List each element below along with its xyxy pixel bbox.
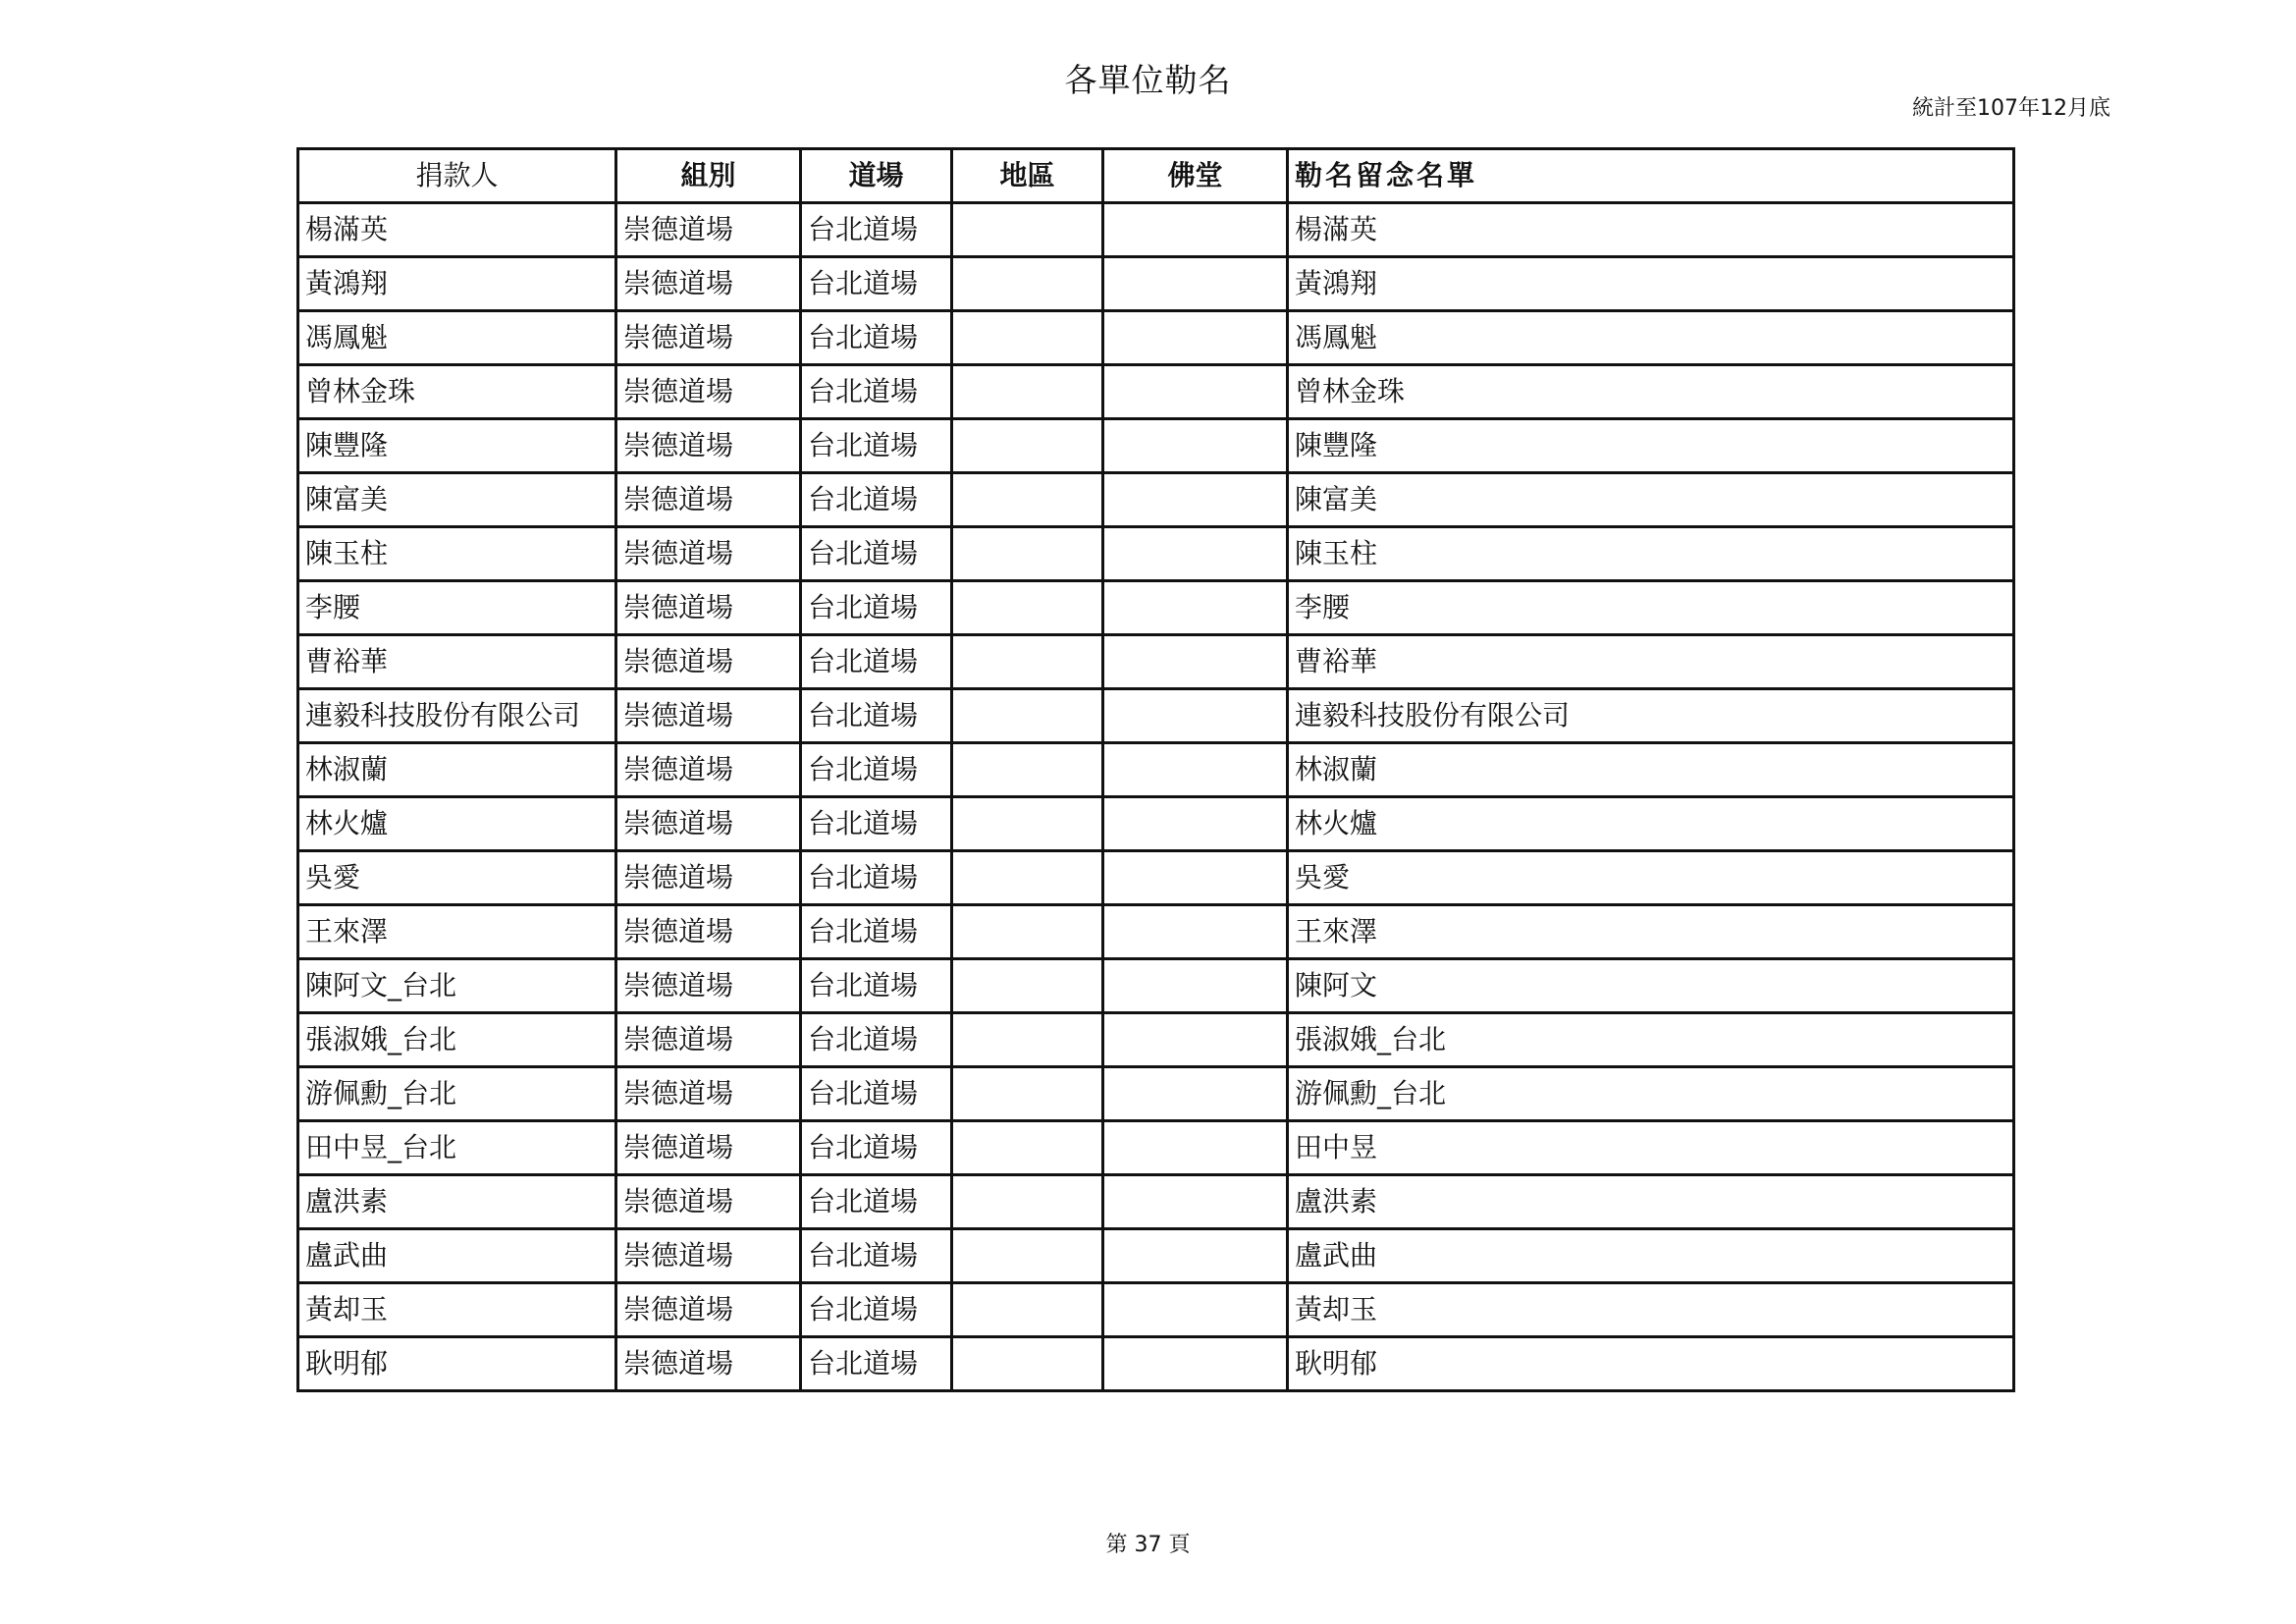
cell-memorial: 林火爐 <box>1288 797 2014 851</box>
cell-region <box>952 1337 1103 1391</box>
cell-region <box>952 257 1103 311</box>
cell-group: 崇德道場 <box>616 905 801 959</box>
cell-hall <box>1103 1175 1288 1229</box>
cell-region <box>952 1175 1103 1229</box>
header-group: 組別 <box>616 149 801 203</box>
cell-hall <box>1103 1013 1288 1067</box>
cell-donor: 吳愛 <box>298 851 616 905</box>
cell-temple: 台北道場 <box>801 797 952 851</box>
table-header-row <box>298 149 2014 203</box>
cell-donor: 陳阿文_台北 <box>298 959 616 1013</box>
cell-region <box>952 203 1103 257</box>
cell-hall <box>1103 851 1288 905</box>
cell-temple: 台北道場 <box>801 1175 952 1229</box>
page-title: 各單位勒名 <box>1064 61 1232 99</box>
cell-donor: 盧武曲 <box>298 1229 616 1283</box>
cell-hall <box>1103 311 1288 365</box>
table-row <box>298 257 2014 311</box>
cell-temple: 台北道場 <box>801 1337 952 1391</box>
cell-memorial: 黃鴻翔 <box>1288 257 2014 311</box>
cell-donor: 陳玉柱 <box>298 527 616 581</box>
cell-group: 崇德道場 <box>616 419 801 473</box>
cell-memorial: 楊滿英 <box>1288 203 2014 257</box>
cell-hall <box>1103 635 1288 689</box>
cell-group: 崇德道場 <box>616 311 801 365</box>
cell-temple: 台北道場 <box>801 203 952 257</box>
cell-temple: 台北道場 <box>801 419 952 473</box>
cell-donor: 田中昱_台北 <box>298 1121 616 1175</box>
cell-hall <box>1103 1121 1288 1175</box>
cell-hall <box>1103 905 1288 959</box>
table-row <box>298 905 2014 959</box>
cell-donor: 游佩勳_台北 <box>298 1067 616 1121</box>
table-row <box>298 311 2014 365</box>
cell-region <box>952 419 1103 473</box>
cell-memorial: 盧洪素 <box>1288 1175 2014 1229</box>
cell-donor: 盧洪素 <box>298 1175 616 1229</box>
cell-donor: 黃鴻翔 <box>298 257 616 311</box>
cell-donor: 黃却玉 <box>298 1283 616 1337</box>
cell-temple: 台北道場 <box>801 635 952 689</box>
cell-temple: 台北道場 <box>801 851 952 905</box>
cell-temple: 台北道場 <box>801 743 952 797</box>
table-row <box>298 743 2014 797</box>
cell-hall <box>1103 1337 1288 1391</box>
cell-group: 崇德道場 <box>616 743 801 797</box>
cell-group: 崇德道場 <box>616 581 801 635</box>
cell-hall <box>1103 203 1288 257</box>
cell-hall <box>1103 689 1288 743</box>
cell-group: 崇德道場 <box>616 1229 801 1283</box>
table-row <box>298 797 2014 851</box>
table-row <box>298 689 2014 743</box>
cell-temple: 台北道場 <box>801 1229 952 1283</box>
cell-donor: 曾林金珠 <box>298 365 616 419</box>
table-row <box>298 1013 2014 1067</box>
cell-hall <box>1103 1283 1288 1337</box>
cell-memorial: 林淑蘭 <box>1288 743 2014 797</box>
cell-donor: 連毅科技股份有限公司 <box>298 689 616 743</box>
cell-group: 崇德道場 <box>616 1067 801 1121</box>
cell-temple: 台北道場 <box>801 581 952 635</box>
cell-hall <box>1103 581 1288 635</box>
cell-group: 崇德道場 <box>616 473 801 527</box>
header-memorial: 勒名留念名單 <box>1288 149 2014 203</box>
cell-hall <box>1103 419 1288 473</box>
table-row <box>298 1175 2014 1229</box>
table-row <box>298 851 2014 905</box>
cell-memorial: 吳愛 <box>1288 851 2014 905</box>
cell-group: 崇德道場 <box>616 257 801 311</box>
cell-region <box>952 851 1103 905</box>
cell-donor: 耿明郁 <box>298 1337 616 1391</box>
cell-group: 崇德道場 <box>616 1283 801 1337</box>
header-temple: 道場 <box>801 149 952 203</box>
cell-group: 崇德道場 <box>616 851 801 905</box>
cell-group: 崇德道場 <box>616 203 801 257</box>
cell-region <box>952 1283 1103 1337</box>
cell-group: 崇德道場 <box>616 365 801 419</box>
cell-group: 崇德道場 <box>616 1175 801 1229</box>
header-region: 地區 <box>952 149 1103 203</box>
cell-group: 崇德道場 <box>616 1337 801 1391</box>
cell-region <box>952 311 1103 365</box>
cell-temple: 台北道場 <box>801 689 952 743</box>
cell-memorial: 陳阿文 <box>1288 959 2014 1013</box>
cell-temple: 台北道場 <box>801 1067 952 1121</box>
cell-group: 崇德道場 <box>616 527 801 581</box>
cell-hall <box>1103 365 1288 419</box>
cell-hall <box>1103 1067 1288 1121</box>
cell-temple: 台北道場 <box>801 311 952 365</box>
cell-donor: 林淑蘭 <box>298 743 616 797</box>
cell-temple: 台北道場 <box>801 905 952 959</box>
cell-hall <box>1103 743 1288 797</box>
cell-region <box>952 959 1103 1013</box>
table-row <box>298 419 2014 473</box>
cell-region <box>952 1013 1103 1067</box>
cell-region <box>952 905 1103 959</box>
table-row <box>298 635 2014 689</box>
cell-donor: 陳豐隆 <box>298 419 616 473</box>
table-row <box>298 1337 2014 1391</box>
cell-region <box>952 581 1103 635</box>
cell-temple: 台北道場 <box>801 473 952 527</box>
table-row <box>298 365 2014 419</box>
table-row <box>298 1067 2014 1121</box>
cell-donor: 林火爐 <box>298 797 616 851</box>
cell-temple: 台北道場 <box>801 959 952 1013</box>
cell-memorial: 張淑娥_台北 <box>1288 1013 2014 1067</box>
cell-group: 崇德道場 <box>616 1013 801 1067</box>
cell-region <box>952 797 1103 851</box>
cell-region <box>952 1067 1103 1121</box>
cell-region <box>952 1229 1103 1283</box>
cell-temple: 台北道場 <box>801 1283 952 1337</box>
cell-group: 崇德道場 <box>616 689 801 743</box>
cell-donor: 楊滿英 <box>298 203 616 257</box>
cell-group: 崇德道場 <box>616 635 801 689</box>
cell-memorial: 陳玉柱 <box>1288 527 2014 581</box>
cell-memorial: 陳富美 <box>1288 473 2014 527</box>
table-row <box>298 473 2014 527</box>
table-row <box>298 1121 2014 1175</box>
cell-region <box>952 527 1103 581</box>
cell-memorial: 曹裕華 <box>1288 635 2014 689</box>
cell-temple: 台北道場 <box>801 1013 952 1067</box>
cell-donor: 張淑娥_台北 <box>298 1013 616 1067</box>
cell-memorial: 耿明郁 <box>1288 1337 2014 1391</box>
cell-hall <box>1103 959 1288 1013</box>
cell-group: 崇德道場 <box>616 797 801 851</box>
cell-group: 崇德道場 <box>616 959 801 1013</box>
cell-donor: 陳富美 <box>298 473 616 527</box>
cell-memorial: 馮鳳魁 <box>1288 311 2014 365</box>
cell-region <box>952 365 1103 419</box>
cell-hall <box>1103 257 1288 311</box>
table-row <box>298 527 2014 581</box>
cell-donor: 馮鳳魁 <box>298 311 616 365</box>
cell-temple: 台北道場 <box>801 527 952 581</box>
cell-region <box>952 473 1103 527</box>
table-row <box>298 1229 2014 1283</box>
cell-region <box>952 635 1103 689</box>
donor-table <box>296 147 2015 1392</box>
table-row <box>298 1283 2014 1337</box>
cell-memorial: 王來澤 <box>1288 905 2014 959</box>
table-row <box>298 203 2014 257</box>
cell-memorial: 李腰 <box>1288 581 2014 635</box>
cell-temple: 台北道場 <box>801 365 952 419</box>
cell-donor: 李腰 <box>298 581 616 635</box>
stat-date-note: 統計至107年12月底 <box>1912 96 2110 121</box>
cell-region <box>952 743 1103 797</box>
header-donor: 捐款人 <box>298 149 616 203</box>
cell-region <box>952 1121 1103 1175</box>
cell-memorial: 田中昱 <box>1288 1121 2014 1175</box>
table-row <box>298 581 2014 635</box>
cell-donor: 曹裕華 <box>298 635 616 689</box>
cell-temple: 台北道場 <box>801 1121 952 1175</box>
header-hall: 佛堂 <box>1103 149 1288 203</box>
cell-memorial: 游佩勳_台北 <box>1288 1067 2014 1121</box>
cell-donor: 王來澤 <box>298 905 616 959</box>
cell-temple: 台北道場 <box>801 257 952 311</box>
cell-memorial: 曾林金珠 <box>1288 365 2014 419</box>
cell-memorial: 連毅科技股份有限公司 <box>1288 689 2014 743</box>
cell-group: 崇德道場 <box>616 1121 801 1175</box>
cell-hall <box>1103 1229 1288 1283</box>
cell-region <box>952 689 1103 743</box>
cell-memorial: 黃却玉 <box>1288 1283 2014 1337</box>
cell-hall <box>1103 473 1288 527</box>
cell-memorial: 盧武曲 <box>1288 1229 2014 1283</box>
cell-hall <box>1103 797 1288 851</box>
cell-hall <box>1103 527 1288 581</box>
cell-memorial: 陳豐隆 <box>1288 419 2014 473</box>
page-number: 第 37 頁 <box>1105 1533 1191 1557</box>
table-row <box>298 959 2014 1013</box>
